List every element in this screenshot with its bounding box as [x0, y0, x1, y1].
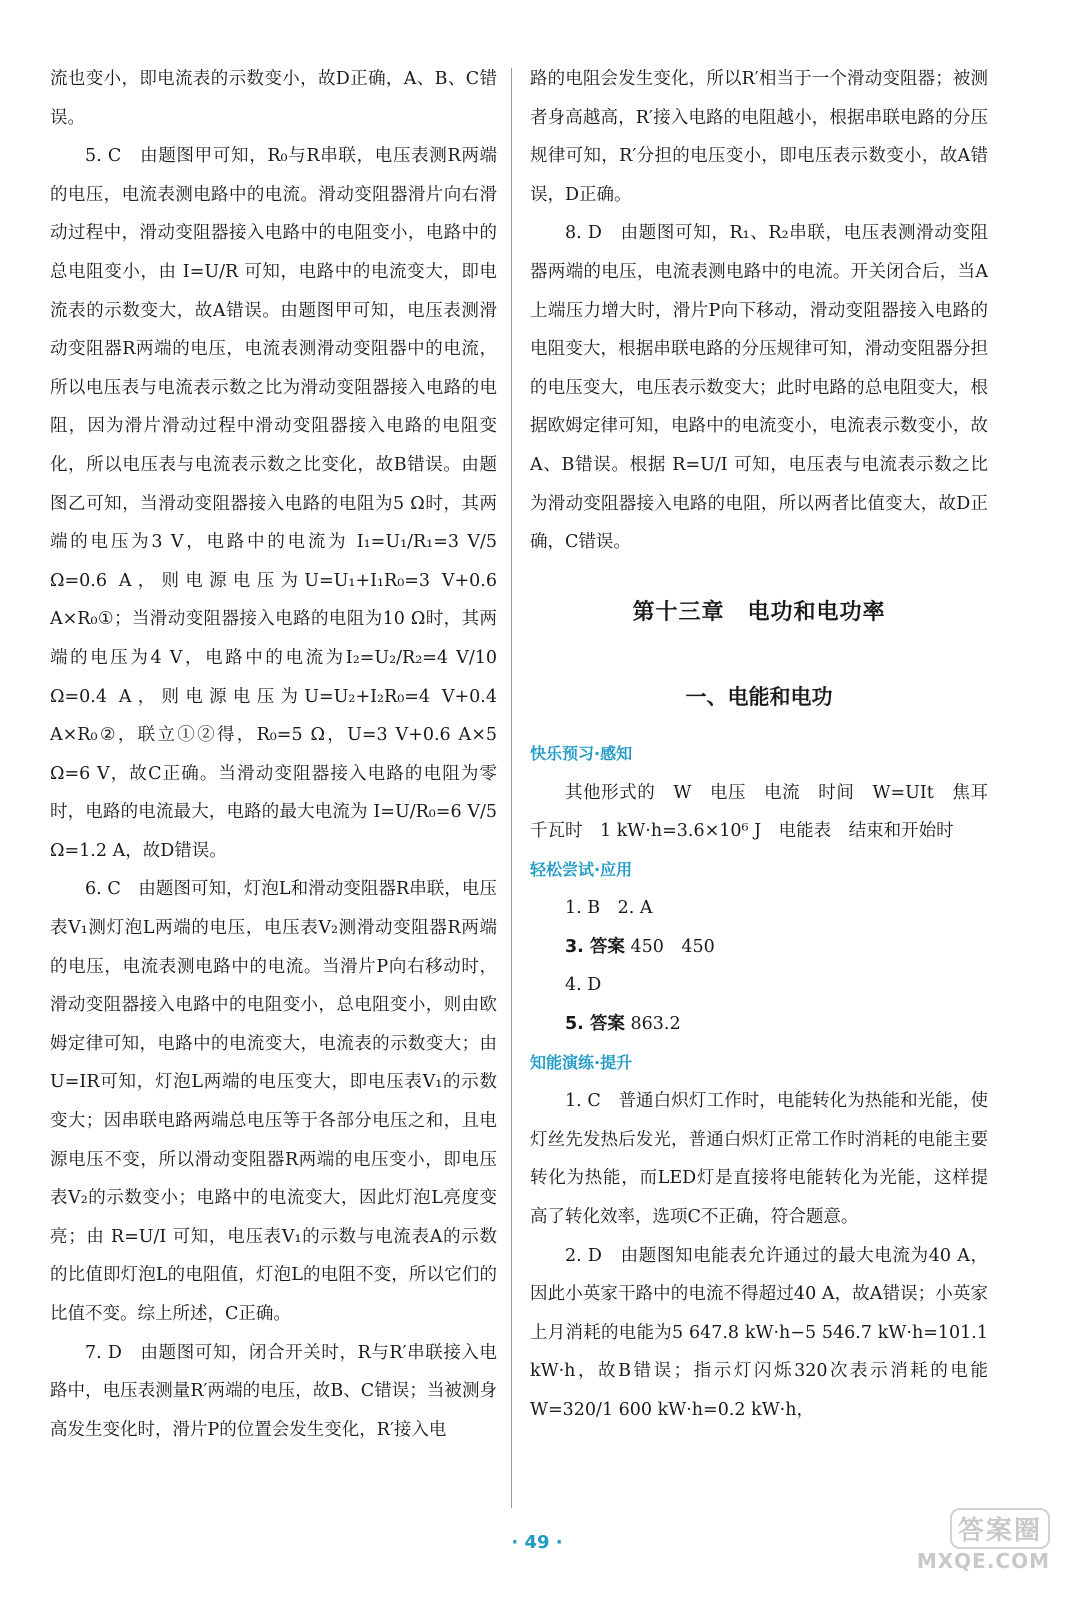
try-answer-5-number: 5. — [565, 1014, 590, 1035]
answer-6: 6. C 由题图可知，灯泡L和滑动变阻器R串联，电压表V₁测灯泡L两端的电压，电压表V₂测滑动变阻器R两端的电压，电流表测电路中的电流。当滑片P向右移动时，滑动变阻器接入电路中的电阻变小，总电阻变小，则由欧姆定律可知，电路中的电流变大，电流表的示数变大；由U=IR可知，灯泡L两端的电压变大，即电压表V₁的示数变大；因串联电路两端总电压等于各部分电压之和，且电源电压不变，所以滑动变阻器R两端的电压变小，即电压表V₂的示数变小；电路中的电流变大，因此灯泡L亮度变亮；由 R=U/I 可知，电压表V₁的示数与电流表A的示数的比值即灯泡L的电阻值，灯泡L的电阻不变，所以它们的比值不变。综上所述，C正确。 — [50, 879, 497, 1324]
practice-answer-2: 2. D 由题图知电能表允许通过的最大电流为40 A，因此小英家干路中的电流不得超过40 A，故A错误；小英家上月消耗的电能为5 647.8 kW·h−5 546.7 kW·h=101.1 kW·h，故B错误；指示灯闪烁320次表示消耗的电能W=320/1 600 kW·h=0.2 kW·h， — [530, 1245, 988, 1420]
try-answer-3-keyword: 答案 — [589, 936, 625, 957]
watermark-url: MXQE.COM — [916, 1549, 1050, 1573]
label-preview: 快乐预习·感知 — [530, 743, 633, 763]
right-column — [530, 60, 1006, 1430]
chapter-title: 第十三章 电功和电功率 — [632, 599, 886, 625]
column-divider — [511, 68, 512, 1508]
section-title: 一、电能和电功 — [685, 685, 833, 710]
answer-5: 5. C 由题图甲可知，R₀与R串联，电压表测R两端的电压，电流表测电路中的电流。滑动变阻器滑片向右滑动过程中，滑动变阻器接入电路中的电阻变小，电路中的总电阻变小，由 I=U/R 可知，电路中的电流变大，即电流表的示数变大，故A错误。由题图甲可知，电压表测滑动变阻器R两端的电压，电流表测滑动变阻器中的电流，所以电压表与电流表示数之比为滑动变阻器接入电路的电阻，因为滑片滑动过程中滑动变阻器接入电路的电阻变化，所以电压表与电流表示数之比变化，故B错误。由题图乙可知，当滑动变阻器接入电路的电阻为5 Ω时，其两端的电压为3 V，电路中的电流为 I₁=U₁/R₁=3 V/5 Ω=0.6 A，则电源电压为U=U₁+I₁R₀=3 V+0.6 A×R₀①；当滑动变阻器接入电路的电阻为10 Ω时，其两端的电压为4 V，电路中的电流为I₂=U₂/R₂=4 V/10 Ω=0.4 A，则电源电压为U=U₂+I₂R₀=4 V+0.4 A×R₀②，联立①②得，R₀=5 Ω，U=3 V+0.6 A×5 Ω=6 V，故C正确。当滑动变阻器接入电路的电阻为零时，电路的电流最大，电路的最大电流为 I=U/R₀=6 V/5 Ω=1.2 A，故D错误。 — [50, 146, 497, 861]
answer-8: 8. D 由题图可知，R₁、R₂串联，电压表测滑动变阻器两端的电压，电流表测电路中的电流。开关闭合后，当A上端压力增大时，滑片P向下移动，滑动变阻器接入电路的电阻变大，根据串联电路的分压规律可知，滑动变阻器分担的电压变大，电压表示数变大；此时电路的总电阻变大，根据欧姆定律可知，电路中的电流变小，电流表示数变小，故A、B错误。根据 R=U/I 可知，电压表与电流表示数之比为滑动变阻器接入电路的电阻，所以两者比值变大，故D正确，C错误。 — [530, 223, 988, 553]
try-answer-4: 4. D — [565, 975, 602, 996]
answer-7-continued: 路的电阻会发生变化，所以R′相当于一个滑动变阻器；被测者身高越高，R′接入电路的电阻越小，根据串联电路的分压规律可知，R′分担的电压变小，即电压表示数变小，故A错误，D正确。 — [530, 69, 988, 205]
try-answer-3 — [530, 928, 988, 967]
try-answer-5 — [530, 1005, 988, 1044]
page-number: · 49 · — [511, 1532, 563, 1553]
practice-answer-1: 1. C 普通白炽灯工作时，电能转化为热能和光能，使灯丝先发热后发光，普通白炽灯正常工作时消耗的电能主要转化为热能，而LED灯是直接将电能转化为光能，这样提高了转化效率，选项C不正确，符合题意。 — [530, 1091, 988, 1228]
preview-answers: 其他形式的 W 电压 电流 时间 W=UIt 焦耳 千瓦时 1 kW·h=3.6×10⁶ J 电能表 结束和开始时 — [530, 782, 1006, 842]
label-practice: 知能演练·提升 — [530, 1052, 633, 1072]
left-column — [50, 60, 497, 1449]
watermark-logo-text: 答案圈 — [950, 1508, 1050, 1549]
paragraph-continued: 流也变小，即电流表的示数变小，故D正确，A、B、C错误。 — [50, 69, 497, 128]
try-answer-3-value: 450 450 — [624, 936, 715, 957]
label-try: 轻松尝试·应用 — [530, 859, 633, 879]
answer-7: 7. D 由题图可知，闭合开关时，R与R′串联接入电路中，电压表测量R′两端的电压，故B、C错误；当被测身高发生变化时，滑片P的位置会发生变化，R′接入电 — [50, 1342, 497, 1440]
try-answer-5-keyword: 答案 — [589, 1014, 625, 1035]
watermark-logo — [880, 1508, 1050, 1578]
try-answer-5-value: 863.2 — [624, 1014, 681, 1035]
try-answer-3-number: 3. — [565, 936, 590, 957]
try-answer-1-2: 1. B 2. A — [565, 898, 653, 919]
